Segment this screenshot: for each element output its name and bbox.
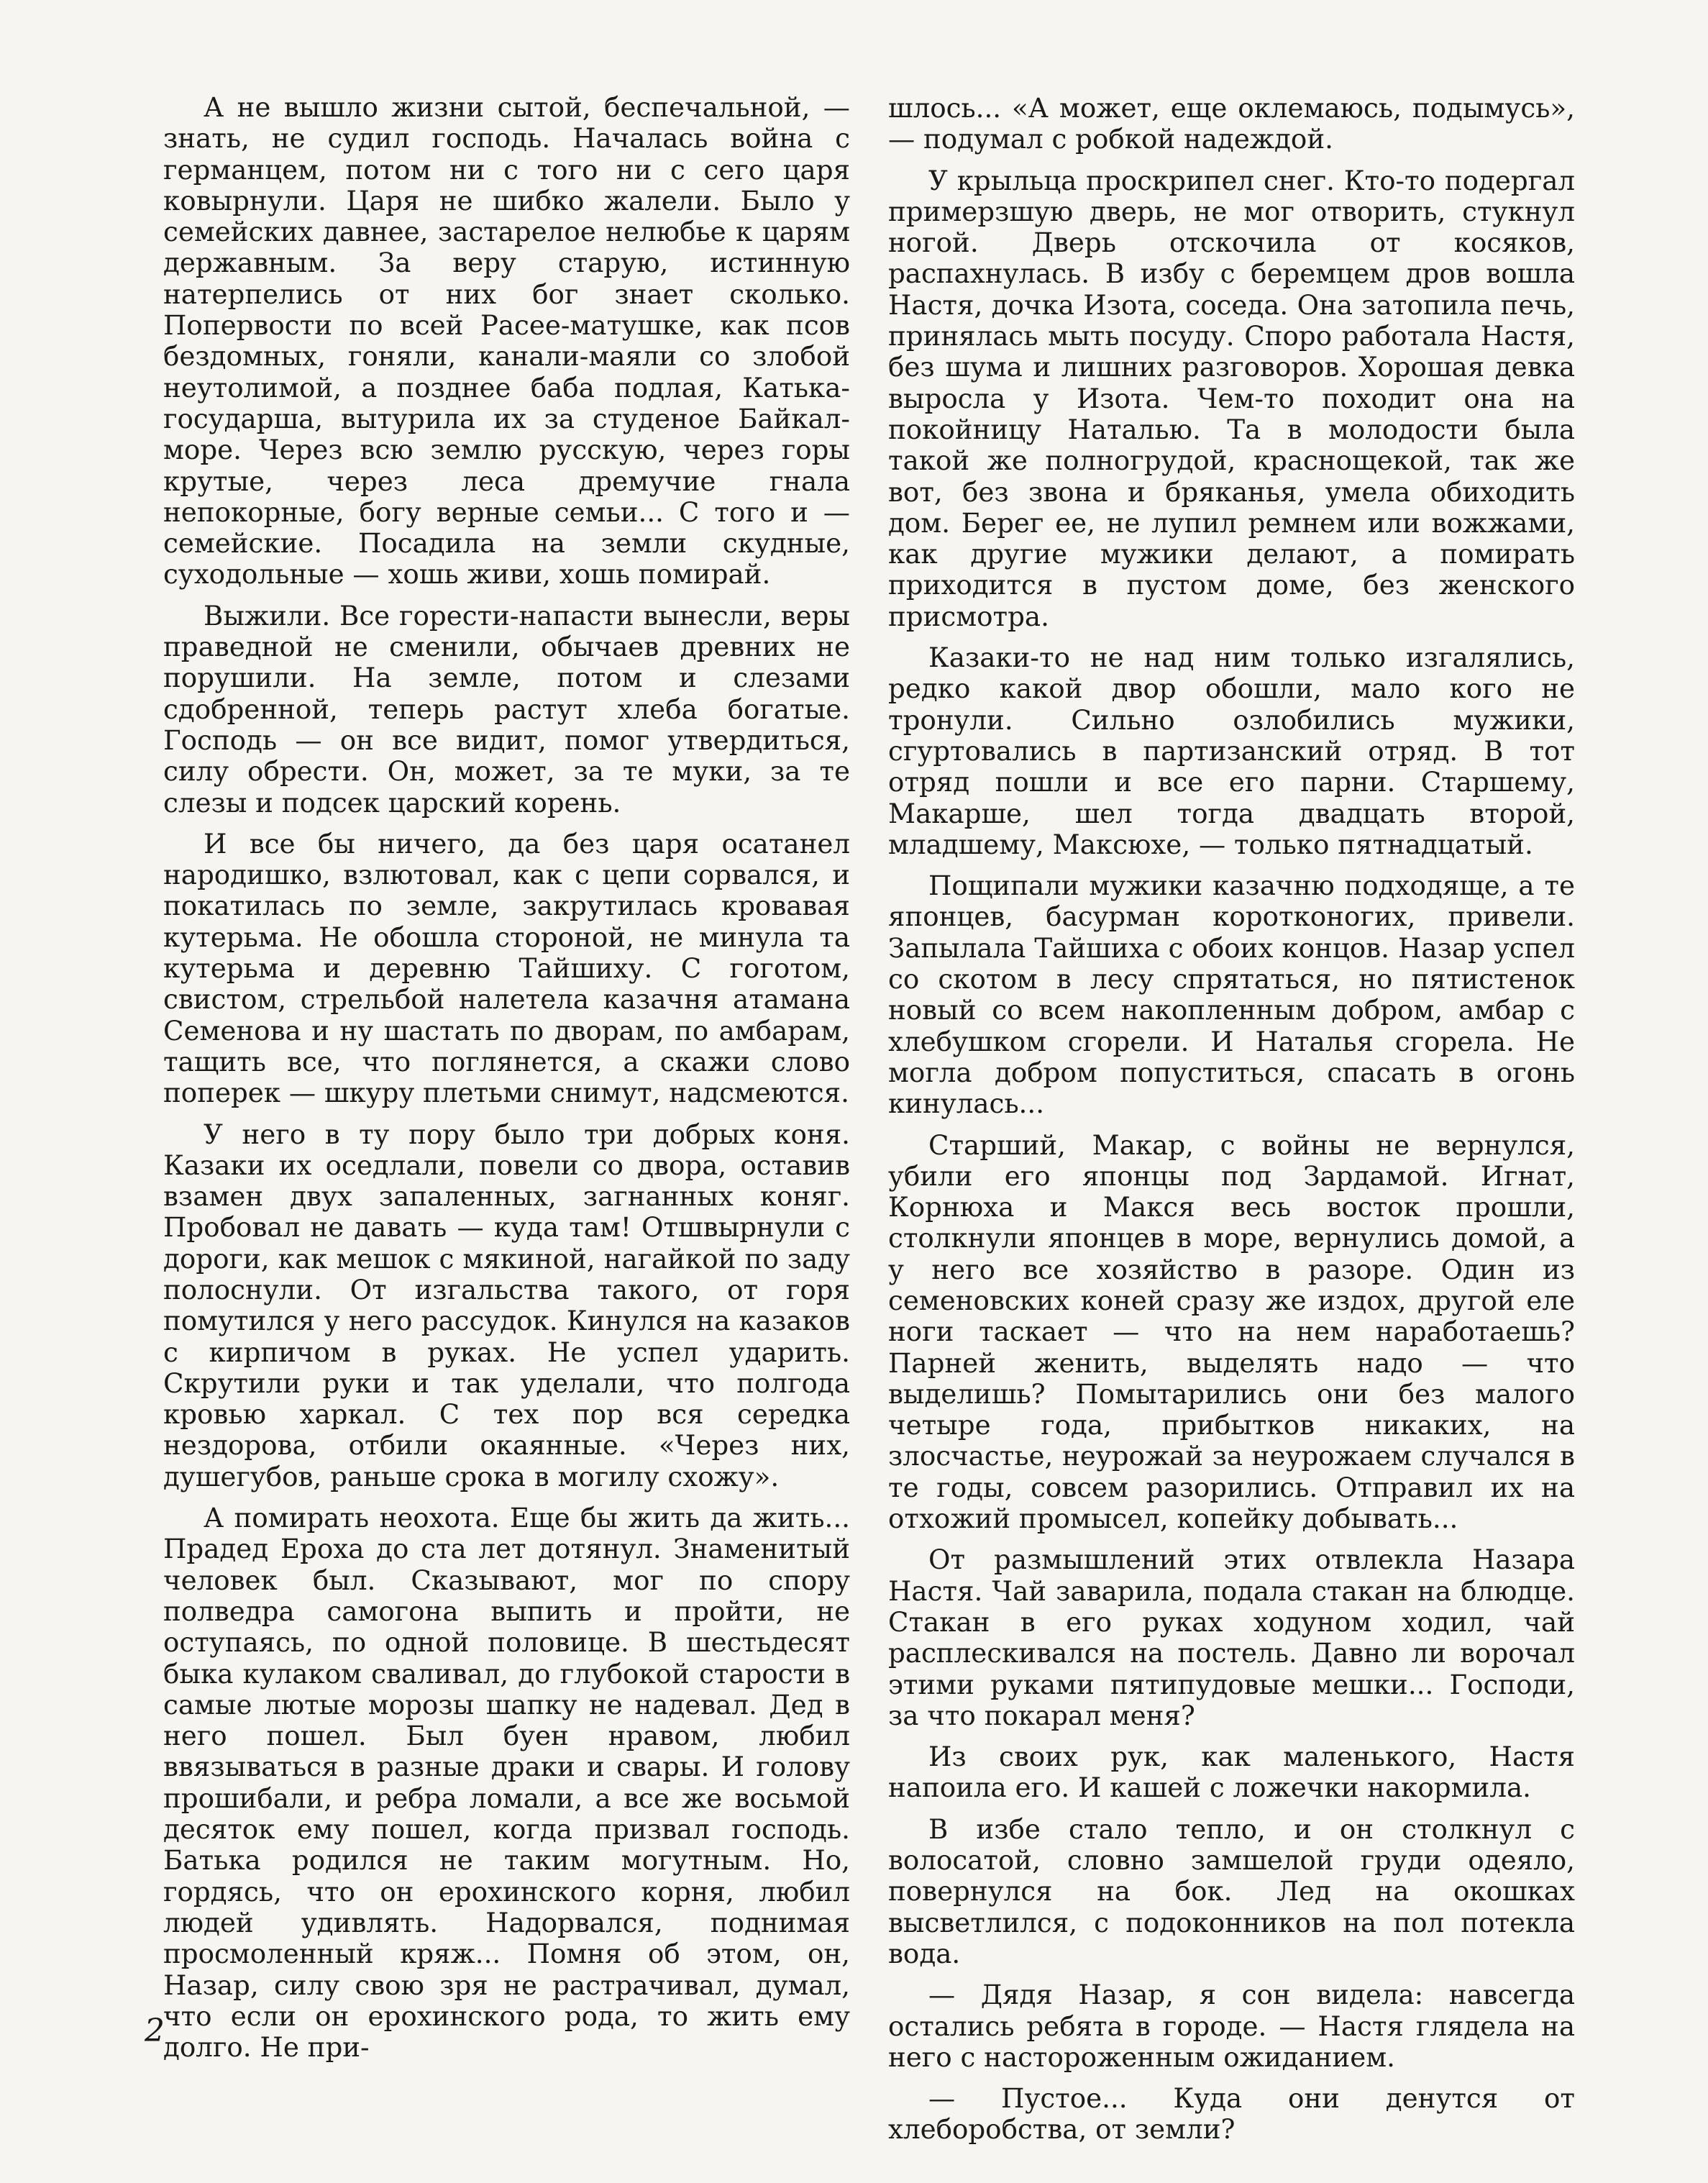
paragraph: От размышлений этих отвлекла Назара Настя. Чай заварила, подала стакан на блюдце. Стакан в его руках ходуном ходил, чай расплескивался на постель. Давно ли ворочал этими руками пятипудовые мешки... Господи, за что покарал меня? (888, 1544, 1575, 1731)
right-text-column (888, 93, 1575, 2156)
paragraph: В избе стало тепло, и он столкнул с волосатой, словно замшелой груди одеяло, повернулся на бок. Лед на окошках высветлился, с подоконников на пол потекла вода. (888, 1813, 1575, 1969)
left-text-column (163, 92, 850, 2073)
paragraph: Из своих рук, как маленького, Настя напоила его. И кашей с ложечки накормила. (888, 1741, 1575, 1804)
dialogue-paragraph: — Дядя Назар, я сон видела: навсегда остались ребята в городе. — Настя глядела на него с настороженным ожиданием. (888, 1979, 1575, 2073)
paragraph: А не вышло жизни сытой, беспечальной, — знать, не судил господь. Началась война с германцем, потом ни с того ни с сего царя ковырнули. Царя не шибко жалели. Было у семейских давнее, застарелое нелюбье к царям державным. За веру старую, истинную натерпелись от них бог знает сколько. Попервости по всей Расее-матушке, как псов бездомных, гоняли, канали-маяли со злобой неутолимой, а позднее баба подлая, Катька-государша, вытурила их за студеное Байкал-море. Через всю землю русскую, через горы крутые, через леса дремучие гнала непокорные, богу верные семьи... С того и — семейские. Посадила на земли скудные, суходольные — хошь живи, хошь помирай. (163, 91, 850, 591)
page-number: 2 (145, 2013, 165, 2049)
paragraph: Казаки-то не над ним только изгалялись, редко какой двор обошли, мало кого не тронули. Сильно озлобились мужики, сгуртовались в партизанский отряд. В тот отряд пошли и все его парни. Старшему, Макарше, шел тогда двадцать второй, младшему, Максюхе, — только пятнадцатый. (888, 642, 1575, 860)
paragraph: У крыльца проскрипел снег. Кто-то подергал примерзшую дверь, не мог отворить, стукнул ногой. Дверь отскочила от косяков, распахнулась. В избу с беремцем дров вошла Настя, дочка Изота, соседа. Она затопила печь, принялась мыть посуду. Споро работала Настя, без шума и лишних разговоров. Хорошая девка выросла у Изота. Чем-то походит она на покойницу Наталью. Та в молодости была такой же полногрудой, краснощекой, так же вот, без звона и бряканья, умела обиходить дом. Берег ее, не лупил ремнем или вожжами, как другие мужики делают, а помирать приходится в пустом доме, без женского присмотра. (888, 164, 1575, 632)
paragraph: Старший, Макар, с войны не вернулся, убили его японцы под Зардамой. Игнат, Корнюха и Макся весь восток прошли, столкнули японцев в море, вернулись домой, а у него все хозяйство в разоре. Один из семеновских коней сразу же издох, другой еле ноги таскает — что на нем наработаешь? Парней женить, выделять надо — что выделишь? Помытарились они без малого четыре года, прибытков никаких, на злосчастье, неурожай за неурожаем случался в те годы, совсем разорились. Отправил их на отхожий промысел, копейку добывать... (888, 1129, 1575, 1535)
dialogue-paragraph: — Пустое... Куда они денутся от хлеборобства, от земли? (888, 2082, 1575, 2146)
paragraph-continuation: шлось... «А может, еще оклемаюсь, подымусь», — подумал с робкой надеждой. (888, 92, 1575, 155)
paragraph: Выжили. Все горести-напасти вынесли, веры праведной не сменили, обычаев древних не порушили. На земле, потом и слезами сдобренной, теперь растут хлеба богатые. Господь — он все видит, помог утвердиться, силу обрести. Он, может, за те муки, за те слезы и подсек царский корень. (163, 599, 850, 819)
paragraph: У него в ту пору было три добрых коня. Казаки их оседлали, повели со двора, оставив взамен двух запаленных, загнанных коняг. Пробовал не давать — куда там! Отшвырнули с дороги, как мешок с мякиной, нагайкой по заду полоснули. От изгальства такого, от горя помутился у него рассудок. Кинулся на казаков с кирпичом в руках. Не успел ударить. Скрутили руки и так уделали, что полгода кровью харкал. С тех пор вся середка нездорова, отбили окаянные. «Через них, душегубов, раньше срока в могилу схожу». (163, 1118, 850, 1492)
paragraph: Пощипали мужики казачню подходяще, а те японцев, басурман коротконогих, привели. Запылала Тайшиха с обоих концов. Назар успел со скотом в лесу спрятаться, но пятистенок новый со всем накопленным добром, амбар с хлебушком сгорели. И Наталья сгорела. Не могла добром попуститься, спасать в огонь кинулась... (888, 870, 1575, 1120)
paragraph: И все бы ничего, да без царя осатанел народишко, взлютовал, как с цепи сорвался, и покатилась по земле, закрутилась кровавая кутерьма. Не обошла стороной, не минула та кутерьма и деревню Тайшиху. С гоготом, свистом, стрельбой налетела казачня атамана Семенова и ну шастать по дворам, по амбарам, тащить все, что поглянется, а скажи слово поперек — шкуру плетьми снимут, надсмеются. (163, 827, 850, 1109)
paragraph: А помирать неохота. Еще бы жить да жить... Прадед Ероха до ста лет дотянул. Знаменитый человек был. Сказывают, мог по спору полведра самогона выпить и пройти, не оступаясь, по одной половице. В шестьдесят быка кулаком сваливал, до глубокой старости в самые лютые морозы шапку не надевал. Дед в него пошел. Был буен нравом, любил ввязываться в разные драки и свары. И голову прошибали, и ребра ломали, а все же восьмой десяток ему пошел, когда призвал господь. Батька родился не таким могутным. Но, гордясь, что он ерохинского корня, любил людей удивлять. Надорвался, поднимая просмоленный кряж... Помня об этом, он, Назар, силу свою зря не растрачивал, думал, что если он ерохинского рода, то жить ему долго. Не при- (163, 1502, 850, 2064)
